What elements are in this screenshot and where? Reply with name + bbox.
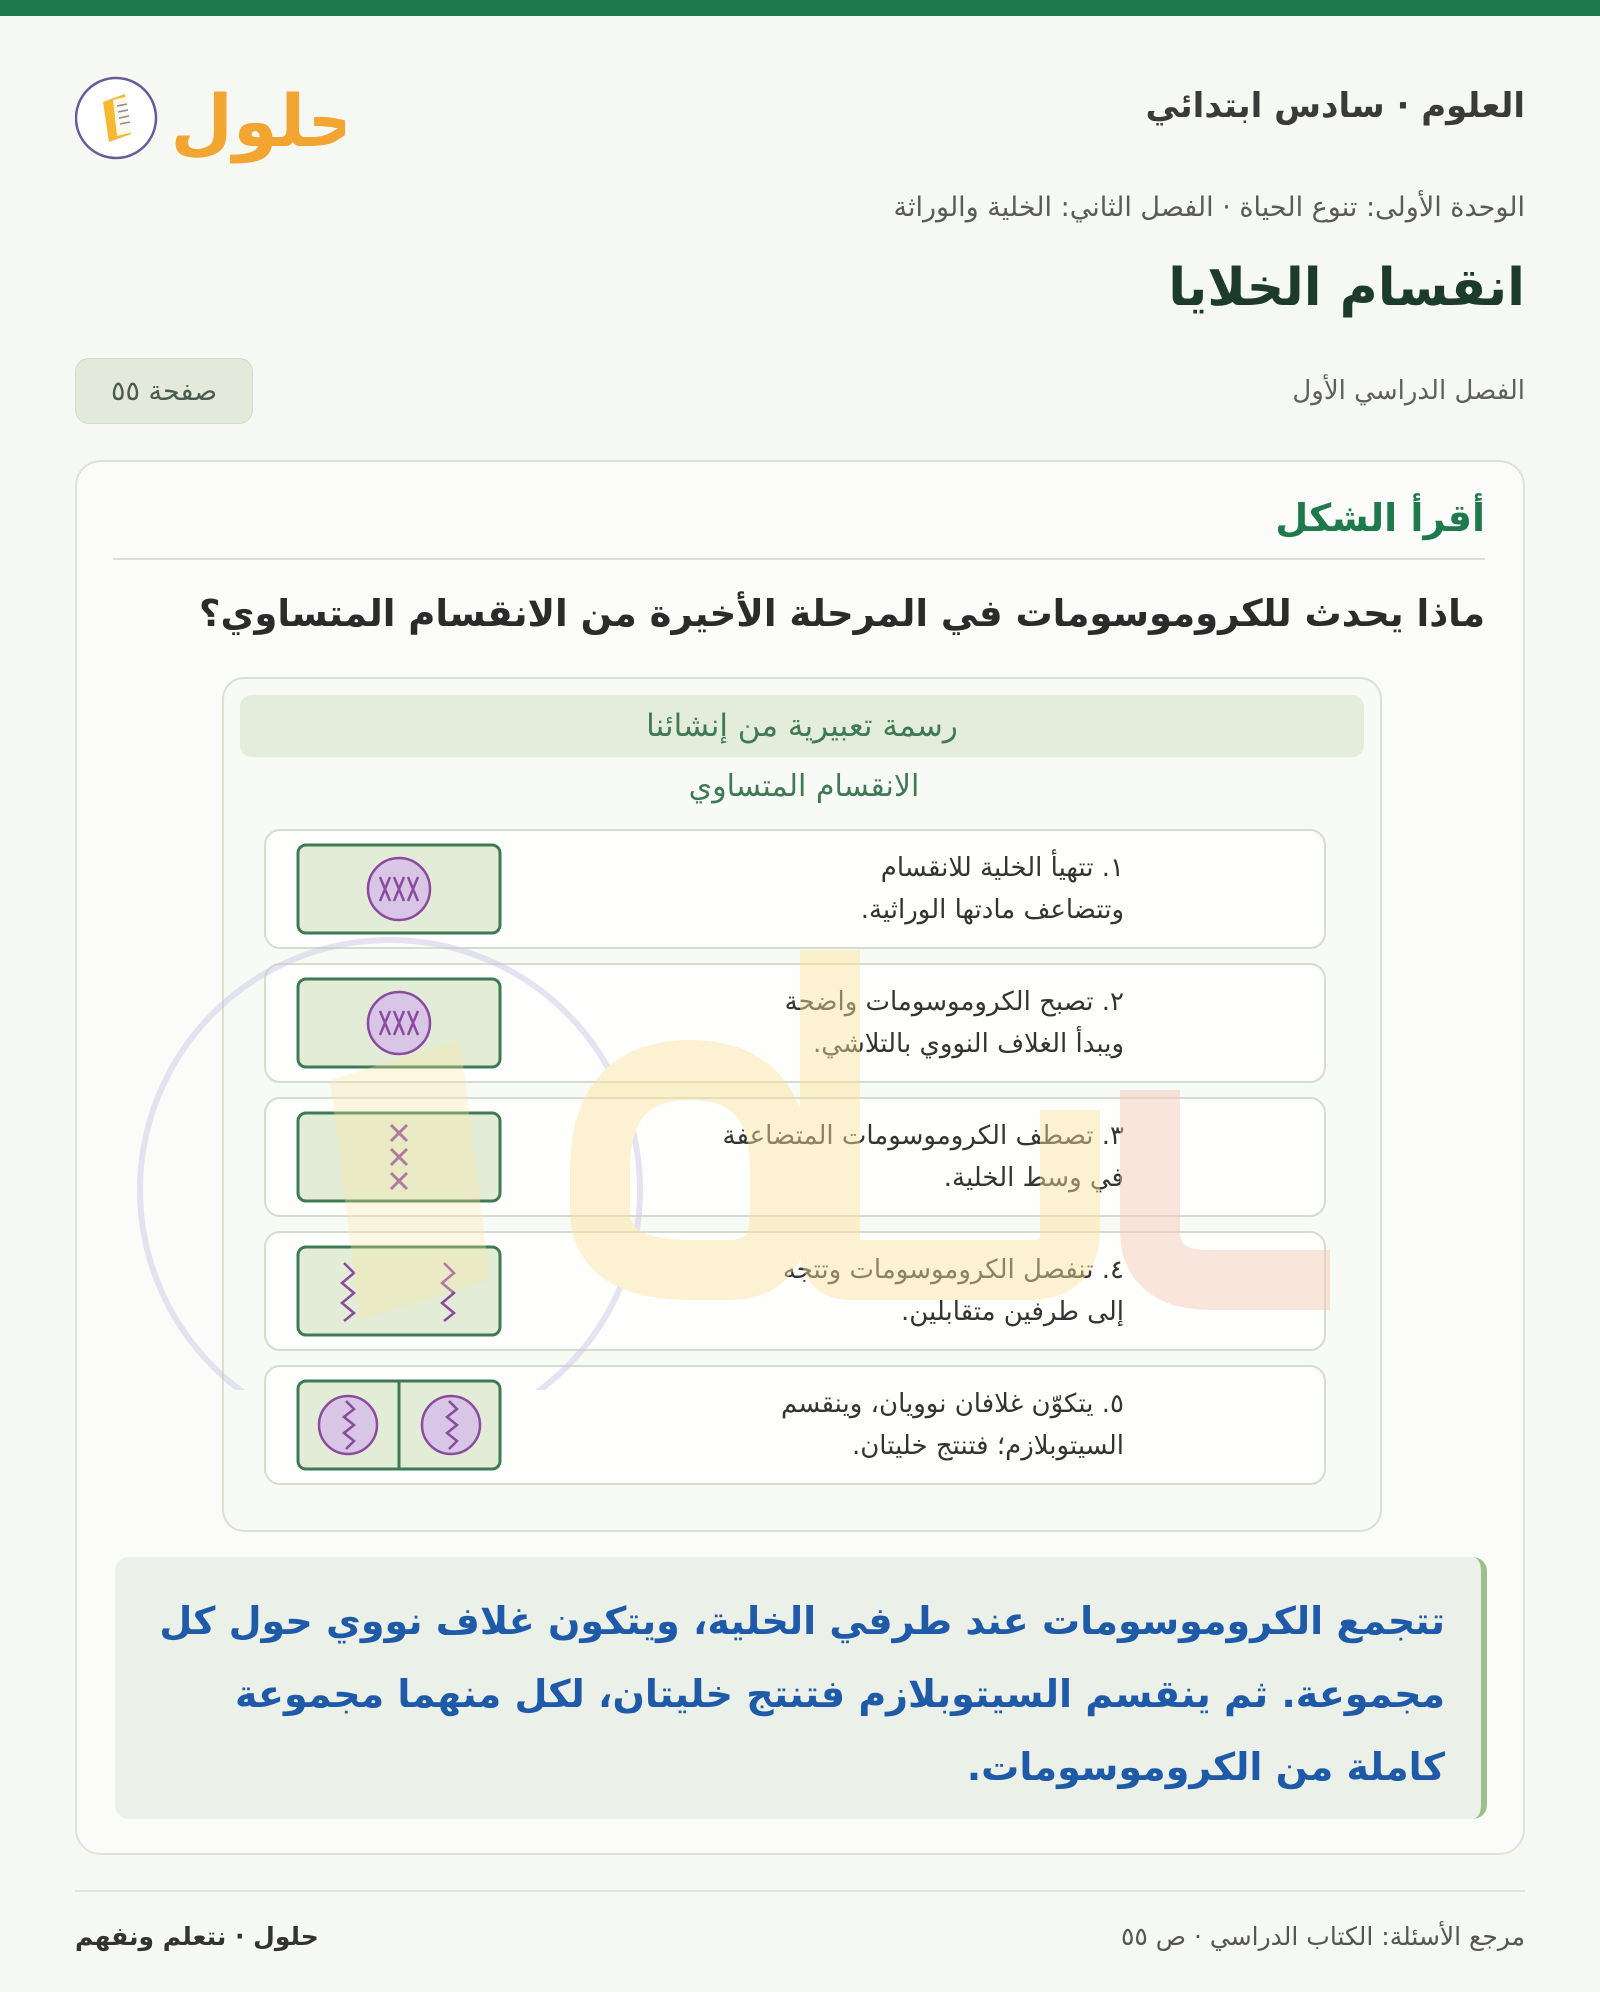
hloul-logo[interactable] (75, 54, 345, 164)
question-card (75, 460, 1525, 1855)
top-accent-bar (0, 0, 1600, 16)
step-text-line1: ١. تتهيأ الخلية للانقسام (880, 853, 1124, 883)
step-text-line2: إلى طرفين متقابلين. (900, 1297, 1124, 1327)
page-title: انقسام الخلايا (1168, 258, 1525, 318)
step-text-line2: في وسط الخلية. (943, 1163, 1124, 1193)
header (75, 50, 1525, 180)
step-text-line2: وتتضاعف مادتها الوراثية. (860, 895, 1124, 925)
figure-subtitle: الانقسام المتساوي (688, 769, 920, 804)
section-divider (113, 558, 1485, 560)
subject-title: العلوم · سادس ابتدائي (1145, 86, 1525, 126)
footer-divider (75, 1890, 1525, 1892)
cell-chromosomes-visible-icon (296, 977, 502, 1069)
answer-box (115, 1557, 1487, 1819)
question-text: ماذا يحدث للكروموسومات في المرحلة الأخيرة من الانقسام المتساوي؟ (199, 592, 1485, 635)
two-daughter-cells-icon (296, 1379, 502, 1471)
step-text-line2: السيتوبلازم؛ فتنتج خليتان. (851, 1431, 1124, 1461)
step-text-line2: ويبدأ الغلاف النووي بالتلاشي. (813, 1029, 1124, 1059)
figure-caption: رسمة تعبيرية من إنشائنا (240, 695, 1364, 757)
footer-reference: مرجع الأسئلة: الكتاب الدراسي · ص ٥٥ (1120, 1922, 1525, 1951)
step-text-line1: ٢. تصبح الكروموسومات واضحة (784, 987, 1124, 1017)
cell-metaphase-icon (296, 1111, 502, 1203)
step-text-line1: ٥. يتكوّن غلافان نوويان، وينقسم (781, 1389, 1124, 1419)
section-title: أقرأ الشكل (1275, 496, 1485, 540)
semester-label: الفصل الدراسي الأول (1292, 376, 1525, 406)
mitosis-step-5 (264, 1365, 1326, 1485)
mitosis-figure (222, 677, 1382, 1532)
step-text-line1: ٤. تنفصل الكروموسومات وتتجه (782, 1255, 1124, 1285)
logo-mark-icon (75, 54, 345, 164)
page-number-badge: صفحة ٥٥ (75, 358, 253, 424)
step-text-line1: ٣. تصطف الكروموسومات المتضاعفة (722, 1121, 1124, 1151)
cell-anaphase-icon (296, 1245, 502, 1337)
mitosis-step-3 (264, 1097, 1326, 1217)
mitosis-step-1 (264, 829, 1326, 949)
answer-text: تتجمع الكروموسومات عند طرفي الخلية، ويتكون غلاف نووي حول كل مجموعة. ثم ينقسم السيتوبلازم فتنتج خليتان، لكل منهما مجموعة كاملة من الكروموسومات. (159, 1599, 1445, 1789)
breadcrumb: الوحدة الأولى: تنوع الحياة · الفصل الثاني: الخلية والوراثة (893, 192, 1525, 223)
mitosis-step-4 (264, 1231, 1326, 1351)
mitosis-step-2 (264, 963, 1326, 1083)
footer-brand: حلول · نتعلم ونفهم (75, 1922, 319, 1951)
logo-wordmark: حلول (170, 79, 345, 163)
cell-nucleus-icon (296, 843, 502, 935)
